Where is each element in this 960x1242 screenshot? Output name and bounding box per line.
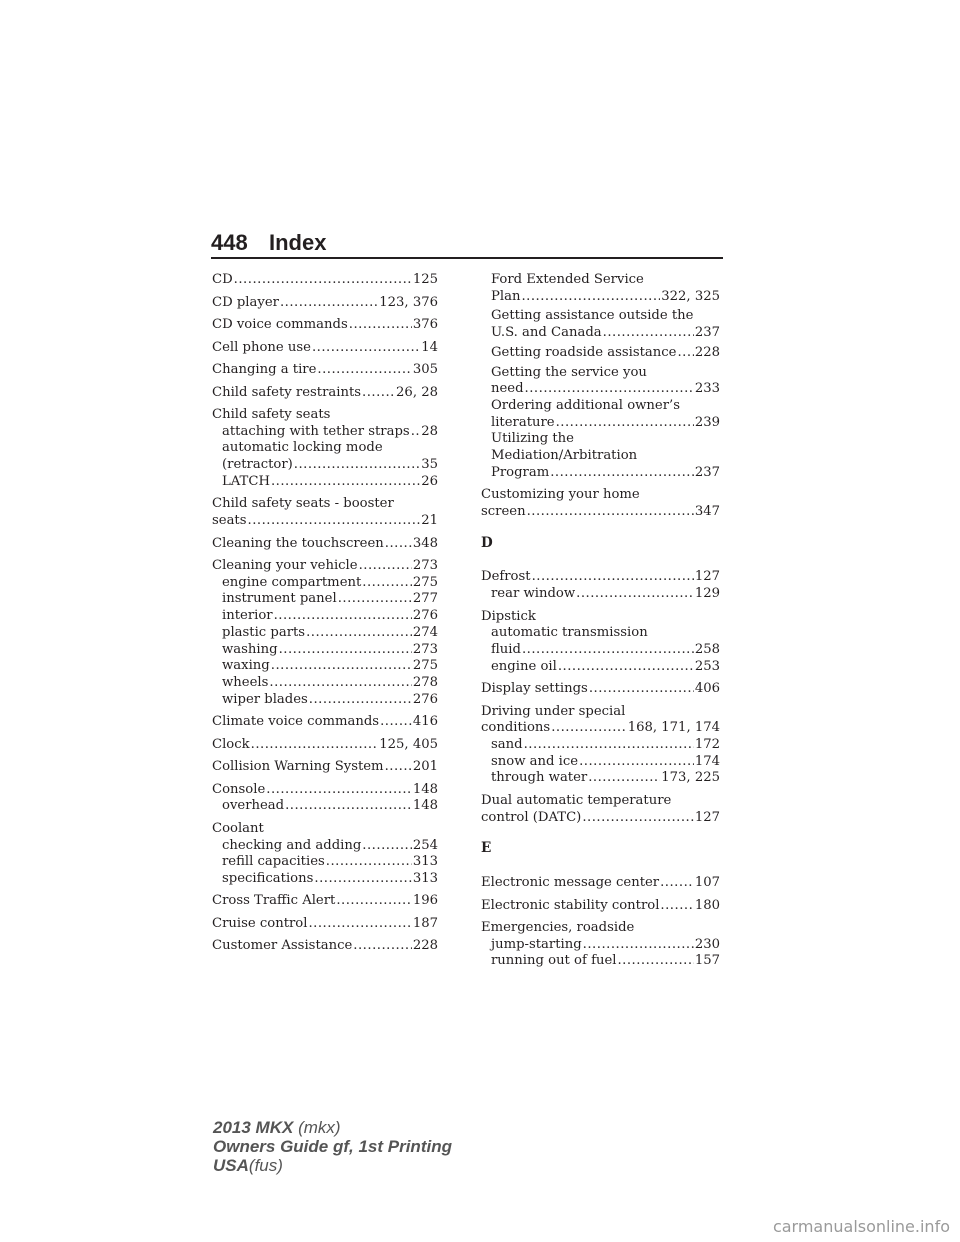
index-subentry: Plan ..... 322, 325 <box>491 289 720 306</box>
index-subentry-line: Ford Extended Service <box>491 272 644 287</box>
index-subentry: fluid ..... 258 <box>481 642 720 659</box>
index-entry: Cleaning the touchscreen ..... 348 <box>212 536 438 553</box>
watermark: carmanualsonline.info <box>772 1217 950 1236</box>
index-subentry-line: automatic locking mode <box>222 440 383 456</box>
index-entry: Cleaning your vehicle ..... 273 <box>212 558 438 575</box>
index-subentry: waxing ..... 275 <box>212 658 438 675</box>
index-entry: screen ..... 347 <box>481 504 720 521</box>
index-subentry: wiper blades ..... 276 <box>212 692 438 709</box>
index-entry: Console ..... 148 <box>212 782 438 799</box>
index-entry: CD ..... 125 <box>212 272 438 289</box>
index-subentry-line: Getting the service you <box>491 364 647 380</box>
index-entry: control (DATC) ..... 127 <box>481 810 720 827</box>
index-heading: Customizing your home <box>481 487 640 503</box>
index-subentry: specifications ..... 313 <box>212 871 438 888</box>
index-subentry: U.S. and Canada ..... 237 <box>491 325 720 342</box>
index-entry-group <box>212 821 438 888</box>
index-entry: Defrost ..... 127 <box>481 569 720 586</box>
index-subentry: wheels ..... 278 <box>212 675 438 692</box>
index-entry-group <box>481 609 720 676</box>
index-entry: Changing a tire ..... 305 <box>212 362 438 379</box>
footer-region-line: USA(fus) <box>213 1156 283 1175</box>
index-subentry-line: Getting assistance outside the <box>491 308 694 324</box>
index-subentry: engine compartment ..... 275 <box>212 575 438 592</box>
index-entry: Display settings ..... 406 <box>481 681 720 698</box>
index-entry-group <box>481 569 720 602</box>
page-title: Index <box>269 230 327 255</box>
index-subentry: checking and adding ..... 254 <box>212 838 438 855</box>
index-entry-group <box>481 793 720 826</box>
index-entry: Electronic stability control ..... 180 <box>481 898 720 915</box>
index-subentry: attaching with tether straps ..... 28 <box>212 424 438 441</box>
index-heading: Emergencies, roadside <box>481 920 635 936</box>
index-entry-group <box>481 704 720 788</box>
index-subentry: overhead ..... 148 <box>212 798 438 815</box>
page-footer <box>213 1118 452 1175</box>
index-subentry-line: Mediation/Arbitration <box>491 448 638 464</box>
index-entry: Collision Warning System ..... 201 <box>212 759 438 776</box>
index-subentry: washing ..... 273 <box>212 642 438 659</box>
index-subentry: running out of fuel ..... 157 <box>481 953 720 970</box>
index-subentry: Program ..... 237 <box>491 465 720 482</box>
index-entry: Clock ..... 125, 405 <box>212 737 438 754</box>
index-subentry: instrument panel ..... 277 <box>212 591 438 608</box>
index-subentry-line: Utilizing the <box>491 431 574 447</box>
index-subentry: through water ..... 173, 225 <box>481 770 720 787</box>
index-subentry: need ..... 233 <box>491 381 720 398</box>
index-subentry-line: automatic transmission <box>491 625 648 641</box>
section-letter-e: E <box>481 840 492 857</box>
index-entry-group <box>481 272 720 481</box>
index-entry: Child safety restraints ..... 26, 28 <box>212 385 438 402</box>
page-number: 448 <box>211 230 248 255</box>
index-entry: Cell phone use ..... 14 <box>212 340 438 357</box>
index-entry-group <box>481 487 720 520</box>
index-subentry: snow and ice ..... 174 <box>481 754 720 771</box>
index-heading: Child safety seats <box>212 407 331 422</box>
index-subentry: refill capacities ..... 313 <box>212 854 438 871</box>
index-entry: conditions ..... 168, 171, 174 <box>481 720 720 737</box>
index-entry: Cruise control ..... 187 <box>212 916 438 933</box>
index-subentry: (retractor) ..... 35 <box>212 457 438 474</box>
footer-model-line: 2013 MKX (mkx) <box>213 1118 341 1137</box>
index-entry: CD voice commands ..... 376 <box>212 317 438 334</box>
index-entry-group <box>212 558 438 708</box>
index-heading: Dual automatic temperature <box>481 792 672 808</box>
index-subentry: plastic parts ..... 274 <box>212 625 438 642</box>
index-entry: Electronic message center ..... 107 <box>481 875 720 892</box>
index-column-right <box>481 272 720 970</box>
section-letter-d: D <box>481 534 493 551</box>
index-entry: Customer Assistance ..... 228 <box>212 938 438 955</box>
index-entry-group <box>481 920 720 970</box>
index-entry-group <box>212 782 438 815</box>
index-subentry: interior ..... 276 <box>212 608 438 625</box>
index-subentry: Getting roadside assistance ..... 228 <box>491 345 720 362</box>
index-heading: Child safety seats - booster <box>212 496 394 512</box>
index-heading: Coolant <box>212 820 264 836</box>
index-entry: CD player ..... 123, 376 <box>212 295 438 312</box>
index-column-left <box>212 272 438 961</box>
header-rule <box>211 257 723 259</box>
index-subentry-line: Ordering additional owner’s <box>491 397 680 413</box>
index-entry-group <box>212 407 438 491</box>
index-entry: Climate voice commands ..... 416 <box>212 714 438 731</box>
index-subentry: LATCH ..... 26 <box>212 474 438 491</box>
index-heading: Dipstick <box>481 608 536 624</box>
index-subentry: engine oil ..... 253 <box>481 659 720 676</box>
index-subentry: literature ..... 239 <box>491 415 720 432</box>
index-subentry: sand ..... 172 <box>481 737 720 754</box>
index-entry-group <box>212 496 438 529</box>
index-entry: Cross Traffic Alert ..... 196 <box>212 893 438 910</box>
index-entry: seats ..... 21 <box>212 513 438 530</box>
index-subentry: jump-starting ..... 230 <box>481 937 720 954</box>
footer-edition-line: Owners Guide gf, 1st Printing <box>213 1137 452 1156</box>
index-heading: Driving under special <box>481 703 626 719</box>
index-subentry: rear window ..... 129 <box>481 586 720 603</box>
